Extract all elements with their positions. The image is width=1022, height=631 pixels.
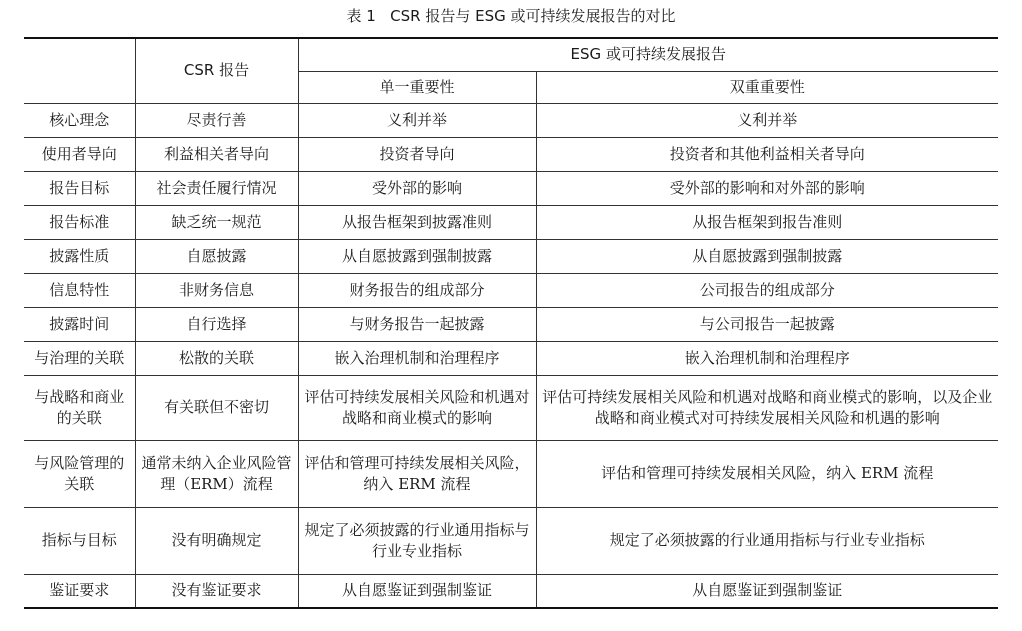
header-csr-report: CSR 报告 bbox=[135, 38, 298, 103]
table-row bbox=[24, 440, 998, 507]
table-row bbox=[24, 171, 998, 205]
row-dimension: 与治理的关联 bbox=[24, 341, 135, 375]
row-dimension: 指标与目标 bbox=[24, 507, 135, 574]
row-double-value: 规定了必须披露的行业通用指标与行业专业指标 bbox=[536, 507, 998, 574]
row-double-value: 公司报告的组成部分 bbox=[536, 273, 998, 307]
row-double-value: 投资者和其他利益相关者导向 bbox=[536, 137, 998, 171]
row-dimension: 披露时间 bbox=[24, 307, 135, 341]
row-csr-value: 缺乏统一规范 bbox=[135, 205, 298, 239]
row-double-value: 评估和管理可持续发展相关风险，纳入 ERM 流程 bbox=[536, 440, 998, 507]
row-dimension: 报告标准 bbox=[24, 205, 135, 239]
row-double-value: 从自愿鉴证到强制鉴证 bbox=[536, 574, 998, 608]
table-row bbox=[24, 307, 998, 341]
row-csr-value: 自愿披露 bbox=[135, 239, 298, 273]
row-double-value: 评估可持续发展相关风险和机遇对战略和商业模式的影响，以及企业战略和商业模式对可持续发展相关风险和机遇的影响 bbox=[536, 375, 998, 440]
row-single-value: 从报告框架到披露准则 bbox=[298, 205, 536, 239]
row-csr-value: 没有鉴证要求 bbox=[135, 574, 298, 608]
row-single-value: 与财务报告一起披露 bbox=[298, 307, 536, 341]
row-single-value: 评估可持续发展相关风险和机遇对战略和商业模式的影响 bbox=[298, 375, 536, 440]
header-esg-report: ESG 或可持续发展报告 bbox=[298, 38, 998, 71]
row-csr-value: 没有明确规定 bbox=[135, 507, 298, 574]
row-dimension: 使用者导向 bbox=[24, 137, 135, 171]
row-single-value: 嵌入治理机制和治理程序 bbox=[298, 341, 536, 375]
row-double-value: 受外部的影响和对外部的影响 bbox=[536, 171, 998, 205]
row-single-value: 受外部的影响 bbox=[298, 171, 536, 205]
header-double-materiality: 双重重要性 bbox=[536, 71, 998, 103]
row-single-value: 评估和管理可持续发展相关风险，纳入 ERM 流程 bbox=[298, 440, 536, 507]
row-csr-value: 利益相关者导向 bbox=[135, 137, 298, 171]
header-row-1 bbox=[24, 38, 998, 71]
table-caption: 表 1 CSR 报告与 ESG 或可持续发展报告的对比 bbox=[346, 7, 676, 25]
row-csr-value: 通常未纳入企业风险管理（ERM）流程 bbox=[135, 440, 298, 507]
row-dimension: 信息特性 bbox=[24, 273, 135, 307]
table-row bbox=[24, 341, 998, 375]
row-double-value: 与公司报告一起披露 bbox=[536, 307, 998, 341]
row-single-value: 投资者导向 bbox=[298, 137, 536, 171]
table-row bbox=[24, 273, 998, 307]
row-single-value: 义利并举 bbox=[298, 103, 536, 137]
row-csr-value: 非财务信息 bbox=[135, 273, 298, 307]
row-dimension: 与战略和商业的关联 bbox=[24, 375, 135, 440]
row-csr-value: 社会责任履行情况 bbox=[135, 171, 298, 205]
table-row bbox=[24, 239, 998, 273]
row-dimension: 披露性质 bbox=[24, 239, 135, 273]
header-dimension-cell bbox=[24, 38, 135, 103]
table-row bbox=[24, 507, 998, 574]
table-row bbox=[24, 103, 998, 137]
row-csr-value: 尽责行善 bbox=[135, 103, 298, 137]
row-single-value: 从自愿披露到强制披露 bbox=[298, 239, 536, 273]
table-row bbox=[24, 375, 998, 440]
table-row bbox=[24, 205, 998, 239]
row-single-value: 财务报告的组成部分 bbox=[298, 273, 536, 307]
comparison-table bbox=[24, 37, 998, 609]
row-dimension: 报告目标 bbox=[24, 171, 135, 205]
header-single-materiality: 单一重要性 bbox=[298, 71, 536, 103]
row-double-value: 嵌入治理机制和治理程序 bbox=[536, 341, 998, 375]
row-csr-value: 松散的关联 bbox=[135, 341, 298, 375]
row-single-value: 规定了必须披露的行业通用指标与行业专业指标 bbox=[298, 507, 536, 574]
row-single-value: 从自愿鉴证到强制鉴证 bbox=[298, 574, 536, 608]
row-dimension: 核心理念 bbox=[24, 103, 135, 137]
row-double-value: 义利并举 bbox=[536, 103, 998, 137]
row-csr-value: 有关联但不密切 bbox=[135, 375, 298, 440]
row-dimension: 鉴证要求 bbox=[24, 574, 135, 608]
row-double-value: 从报告框架到报告准则 bbox=[536, 205, 998, 239]
row-csr-value: 自行选择 bbox=[135, 307, 298, 341]
row-double-value: 从自愿披露到强制披露 bbox=[536, 239, 998, 273]
row-dimension: 与风险管理的关联 bbox=[24, 440, 135, 507]
table-row bbox=[24, 137, 998, 171]
table-row bbox=[24, 574, 998, 608]
